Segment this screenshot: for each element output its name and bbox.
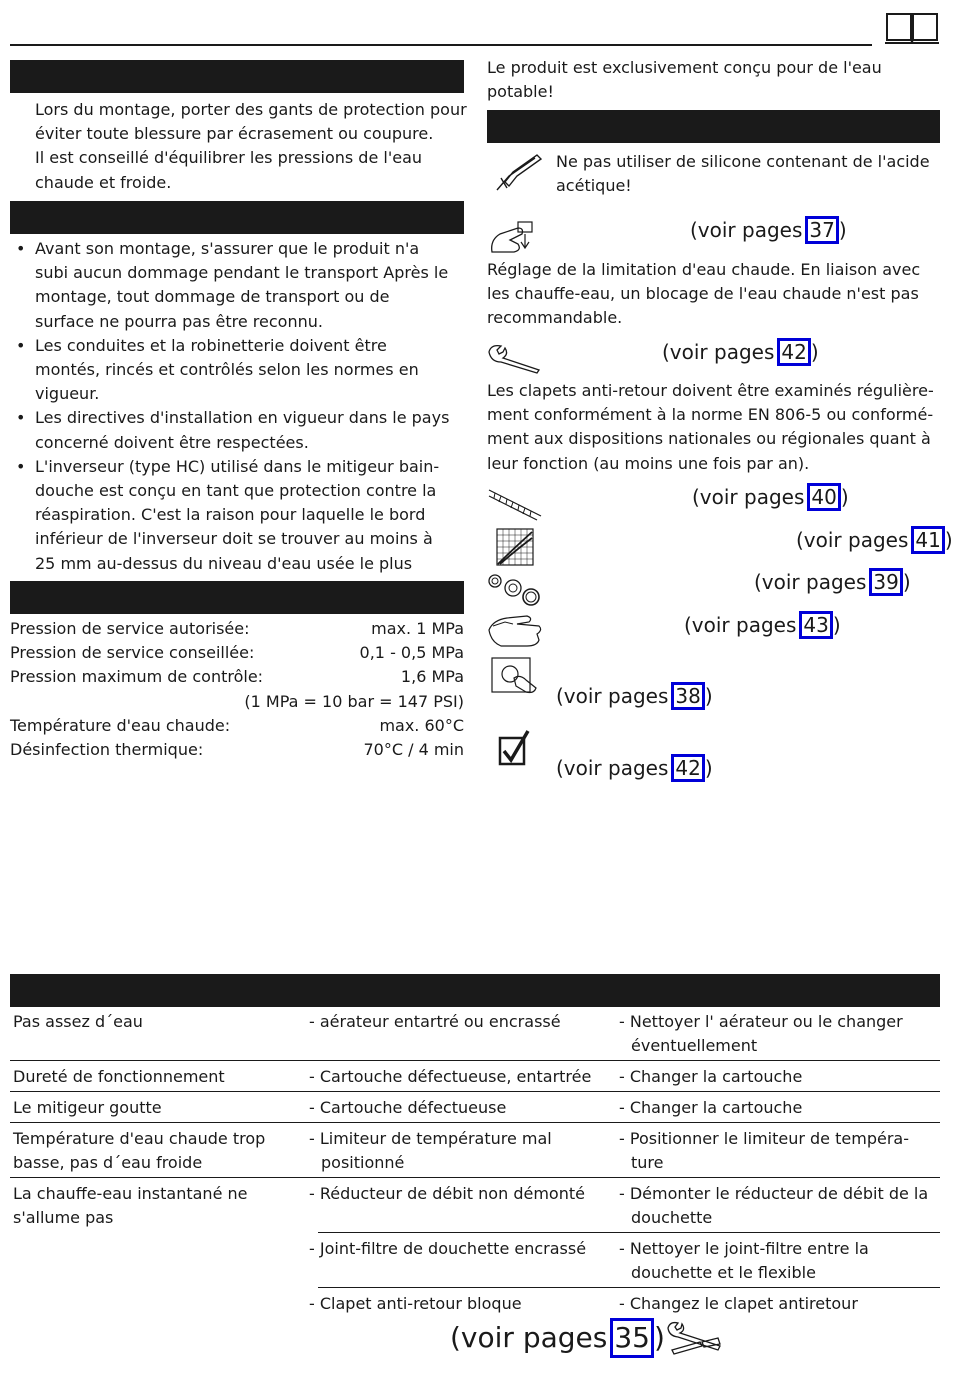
clapet-text [487, 379, 942, 476]
silicone-gun-icon [491, 152, 543, 194]
silicone-line: acétique! [556, 176, 632, 196]
ref-prefix: (voir pages [684, 613, 797, 637]
ref-suffix: ) [704, 756, 713, 780]
page-ref-39 [754, 568, 911, 596]
ref-prefix: (voir pages [690, 218, 803, 242]
page-link-41[interactable]: 41 [911, 526, 944, 554]
remedy-cell: - Positionner le limiteur de tempéra-ture [628, 1123, 940, 1178]
page-ref-40 [692, 483, 849, 511]
ref-prefix: (voir pages [450, 1321, 608, 1354]
table-row [10, 1006, 940, 1061]
safety-line: chaude et froide. [35, 172, 172, 192]
silicone-line: Ne pas utiliser de silicone contenant de l'acide [556, 152, 930, 171]
safety-line: Lors du montage, porter des gants de protection pour [35, 100, 467, 119]
cause-cell: - Clapet anti-retour bloque [309, 1294, 522, 1313]
page-link-35[interactable]: 35 [610, 1318, 654, 1358]
ref-suffix: ) [840, 485, 849, 509]
remedy-cell: - Changez le clapet antiretour [619, 1294, 858, 1313]
spec-label: Désinfection thermique: [10, 740, 204, 760]
flow-graph-icon [496, 528, 534, 566]
section-header-specs [10, 581, 464, 614]
page-link-42[interactable]: 42 [671, 754, 704, 782]
cause-cell: - Joint-filtre de douchette encrassé [318, 1233, 628, 1288]
ref-suffix: ) [832, 613, 841, 637]
table-row [10, 1178, 940, 1233]
ref-prefix: (voir pages [556, 684, 669, 708]
page-ref-41 [796, 526, 953, 554]
ref-prefix: (voir pages [662, 340, 775, 364]
page-link-42[interactable]: 42 [777, 338, 810, 366]
intro-line: Le produit est exclusivement conçu pour de l'eau [487, 58, 882, 77]
ref-prefix: (voir pages [692, 485, 805, 509]
list-item: • Avant son montage, s'assurer que le produit n'a subi aucun dommage pendant le transport Après le montage, tout dommage de transport ou de surface ne pourra pas être reconnu. [10, 237, 450, 334]
tools-icon [666, 1320, 724, 1358]
cause-cell: - Cartouche défectueuse [318, 1092, 628, 1123]
ref-suffix: ) [653, 1321, 665, 1354]
spec-value: max. 60°C [379, 715, 464, 735]
table-row [10, 1123, 940, 1178]
problem-cell: Pas assez d´eau [10, 1006, 318, 1061]
table-row [10, 1233, 940, 1288]
clapet-line: Les clapets anti-retour doivent être examinés régulière- [487, 381, 934, 400]
spec-row [10, 641, 464, 665]
hotwater-line: Réglage de la limitation d'eau chaude. En liaison avec [487, 260, 921, 279]
silicone-note [556, 150, 940, 198]
table-row [10, 1288, 940, 1319]
list-item: • Les directives d'installation en vigueur dans le pays concerné doivent être respectées. [10, 406, 450, 454]
spec-row [10, 714, 464, 738]
intro-line: potable! [487, 82, 554, 102]
problem-cell: La chauffe-eau instantané ne s'allume pas [13, 1184, 248, 1227]
page-link-39[interactable]: 39 [869, 568, 902, 596]
spare-parts-icon [487, 572, 543, 608]
operation-hand-icon [490, 656, 540, 696]
cause-cell: - Limiteur de température mal positionné [318, 1123, 628, 1178]
cause-cell: - Cartouche défectueuse, entartrée [318, 1061, 628, 1092]
hot-water-limit-icon [488, 218, 538, 258]
problem-cell: Dureté de fonctionnement [10, 1061, 318, 1092]
section-header-safety [10, 60, 464, 93]
spec-value: 1,6 MPa [400, 667, 464, 687]
page-ref-38 [556, 682, 713, 710]
list-item: • L'inverseur (type HC) utilisé dans le mitigeur bain-douche est conçu en tant que protection contre la réaspiration. C'est la raison pour laquelle le bord inférieur de l'inverseur doit se trouver au moins à 25 mm au-dessus du niveau d'eau usée le plus [10, 455, 450, 600]
ref-prefix: (voir pages [556, 756, 669, 780]
clapet-line: leur fonction (au moins une fois par an). [487, 453, 810, 473]
spec-note: (1 MPa = 10 bar = 147 PSI) [244, 691, 464, 711]
hotwater-line: les chauffe-eau, un blocage de l'eau chaude n'est pas [487, 284, 919, 304]
section-header-silicone [487, 110, 940, 143]
spec-row [10, 738, 464, 762]
spec-label: Température d'eau chaude: [10, 715, 231, 735]
clapet-line: ment conformément à la norme EN 806-5 ou conformé- [487, 405, 934, 425]
spec-row [10, 617, 464, 641]
spec-value: max. 1 MPa [371, 619, 464, 638]
page-ref-42b [556, 754, 713, 782]
clapet-line: ment aux dispositions nationales ou régionales quant à [487, 429, 931, 449]
safety-line: éviter toute blessure par écrasement ou coupure. [35, 124, 434, 144]
remedy-cell: - Changer la cartouche [628, 1092, 940, 1123]
section-header-troubleshooting [10, 974, 940, 1007]
assembly-list [10, 237, 450, 600]
ref-prefix: (voir pages [796, 528, 909, 552]
problem-cell [10, 1288, 318, 1319]
table-row [10, 1092, 940, 1123]
safety-line: Il est conseillé d'équilibrer les pressions de l'eau [35, 148, 423, 168]
problem-cell: Température d'eau chaude trop basse, pas d´eau froide [10, 1123, 318, 1178]
page-ref-42a [662, 338, 819, 366]
page-ref-43 [684, 611, 841, 639]
section-header-assembly [10, 201, 464, 234]
page-link-37[interactable]: 37 [805, 216, 838, 244]
ref-suffix: ) [944, 528, 953, 552]
spec-row [10, 665, 464, 689]
checkmark-icon [497, 729, 531, 767]
page-link-40[interactable]: 40 [807, 483, 840, 511]
header-rule [10, 44, 872, 46]
remedy-cell: - Nettoyer le joint-filtre entre la douchette et le flexible [628, 1233, 940, 1288]
ref-suffix: ) [810, 340, 819, 364]
list-item: • Les conduites et la robinetterie doivent être montés, rincés et contrôlés selon les normes en vigueur. [10, 334, 450, 407]
page-ref-37 [690, 216, 847, 244]
safety-text [10, 98, 489, 195]
remedy-cell: - Nettoyer l' aérateur ou le changer éventuellement [628, 1006, 940, 1061]
ruler-icon [487, 486, 543, 522]
ref-suffix: ) [902, 570, 911, 594]
page-ref-35 [450, 1318, 665, 1358]
problem-cell [10, 1233, 318, 1288]
specs-block [10, 617, 464, 762]
ref-suffix: ) [704, 684, 713, 708]
spec-label: Pression maximum de contrôle: [10, 667, 264, 687]
intro-text [487, 56, 937, 104]
problem-cell: Le mitigeur goutte [10, 1092, 318, 1123]
cause-cell: - aérateur entartré ou encrassé [318, 1006, 628, 1061]
page-link-38[interactable]: 38 [671, 682, 704, 710]
ref-suffix: ) [838, 218, 847, 242]
spec-label: Pression de service conseillée: [10, 643, 255, 663]
remedy-cell: - Démonter le réducteur de débit de la douchette [628, 1178, 940, 1233]
hotwater-text [487, 258, 937, 331]
spec-label: Pression de service autorisée: [10, 619, 250, 638]
cleaning-hand-icon [487, 612, 543, 650]
hotwater-line: recommandable. [487, 308, 623, 328]
cause-cell: - Réducteur de débit non démonté [318, 1178, 628, 1233]
wrench-icon [487, 342, 543, 374]
table-row [10, 1061, 940, 1092]
ref-prefix: (voir pages [754, 570, 867, 594]
remedy-cell: - Changer la cartouche [628, 1061, 940, 1092]
book-icon [885, 12, 939, 46]
spec-value: 70°C / 4 min [363, 740, 464, 760]
troubleshooting-table [10, 1006, 940, 1318]
spec-value: 0,1 - 0,5 MPa [359, 643, 464, 663]
page-link-43[interactable]: 43 [799, 611, 832, 639]
